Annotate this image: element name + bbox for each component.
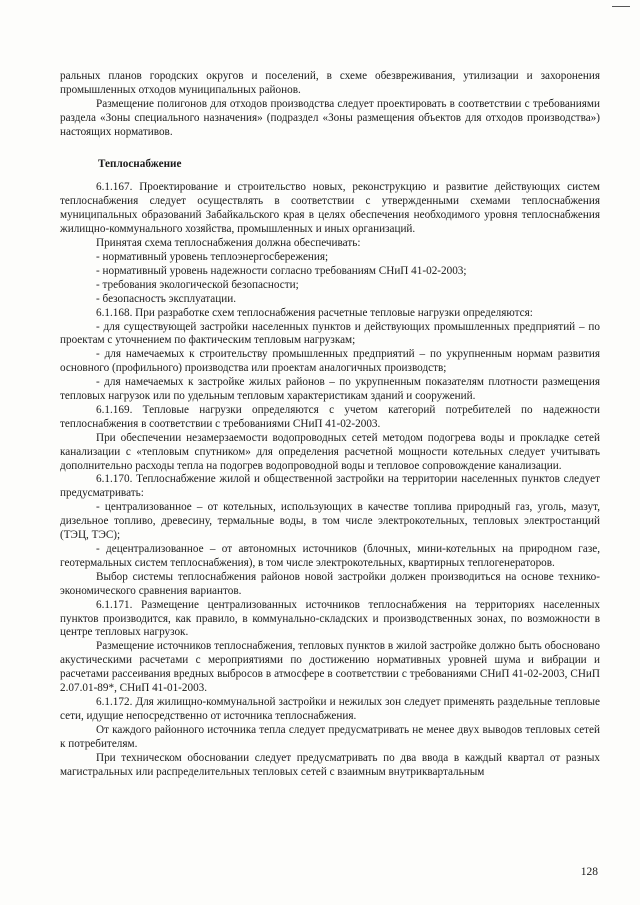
paragraph: Выбор системы теплоснабжения районов новой застройки должен производиться на основе технико-экономического сравнения вариантов. (60, 570, 600, 597)
list-item: - для намечаемых к строительству промышленных предприятий – по укрупненным нормам развития основного (профильного) производства или проектам аналогичных производств; (60, 348, 600, 375)
paragraph: Принятая схема теплоснабжения должна обеспечивать: (96, 237, 361, 250)
paragraph: 6.1.168. При разработке схем теплоснабжения расчетные тепловые нагрузки определяются: (96, 306, 533, 319)
paragraph: При обеспечении незамерзаемости водопроводных сетей методом подогрева воды и прокладке сетей канализации с «тепловым спутником» для определения расчетной мощности котельных следует учитывать дополнительно расходы тепла на подогрев водопроводной воды и тепловое сопровождение канализации. (60, 431, 600, 472)
body-text (60, 70, 600, 779)
list-item: - централизованное – от котельных, использующих в качестве топлива природный газ, уголь, мазут, дизельное топливо, древесину, термальные воды, в том числе электрокотельных, тепловых электростанций (ТЭЦ, ТЭС); (60, 501, 600, 542)
paragraph: ральных планов городских округов и поселений, в схеме обезвреживания, утилизации и захоронения промышленных отходов муниципальных районов. (60, 70, 600, 96)
page-number: 128 (580, 866, 598, 878)
list-item: - нормативный уровень надежности согласно требованиям СНиП 41-02-2003; (96, 264, 467, 277)
list-item: - для намечаемых к застройке жилых районов – по укрупненным показателям плотности размещения тепловых нагрузок или по удельным тепловым характеристикам зданий и сооружений. (60, 376, 600, 403)
list-item: - безопасность эксплуатации. (96, 292, 237, 305)
paragraph: Размещение источников теплоснабжения, тепловых пунктов в жилой застройке должно быть обосновано акустическими расчетами с мероприятиями по достижению нормативных уровней шума и вибрации и расчетами рассеивания вредных выбросов в атмосфере в соответствии с требованиями СНиП 41-02-2003, СНиП 2.07.01-89*, СНиП 41-01-2003. (60, 640, 600, 695)
list-item: - требования экологической безопасности; (96, 278, 299, 291)
scan-mark (612, 6, 630, 7)
paragraph: 6.1.167. Проектирование и строительство новых, реконструкцию и развитие действующих систем теплоснабжения следует осуществлять в соответствии с утвержденными схемами теплоснабжения муниципальных образований Забайкальского края в целях обеспечения необходимого уровня теплоснабжения жилищно-коммунального хозяйства, промышленных и иных организаций. (60, 181, 600, 236)
paragraph: 6.1.170. Теплоснабжение жилой и общественной застройки на территории населенных пунктов следует предусматривать: (60, 473, 600, 500)
paragraph: При техническом обосновании следует предусматривать по два ввода в каждый квартал от разных магистральных или распределительных тепловых сетей с взаимным внутриквартальным (60, 751, 600, 778)
paragraph: Размещение полигонов для отходов производства следует проектировать в соответствии с требованиями раздела «Зоны специального назначения» (подраздел «Зоны размещения объектов для отходов производства») настоящих нормативов. (60, 97, 600, 138)
list-item: - нормативный уровень теплоэнергосбережения; (96, 250, 329, 263)
paragraph: 6.1.171. Размещение централизованных источников теплоснабжения на территориях населенных пунктов производится, как правило, в коммунально-складских и производственных зонах, по возможности в центре тепловых нагрузок. (60, 598, 600, 639)
paragraph: 6.1.172. Для жилищно-коммунальной застройки и нежилых зон следует применять раздельные тепловые сети, идущие непосредственно от источника теплоснабжения. (60, 695, 600, 722)
paragraph: От каждого районного источника тепла следует предусматривать не менее двух выводов тепловых сетей к потребителям. (60, 723, 600, 750)
list-item: - децентрализованное – от автономных источников (блочных, мини-котельных на природном газе, геотермальных систем теплоснабжения), в том числе электрокотельных, квартирных теплогенераторов. (60, 543, 600, 569)
section-heading: Теплоснабжение (98, 157, 182, 170)
paragraph: 6.1.169. Тепловые нагрузки определяются с учетом категорий потребителей по надежности теплоснабжения в соответствии с требованиями СНиП 41-02-2003. (60, 403, 600, 430)
list-item: - для существующей застройки населенных пунктов и действующих промышленных предприятий – по проектам с уточнением по фактическим тепловым нагрузкам; (60, 320, 600, 347)
